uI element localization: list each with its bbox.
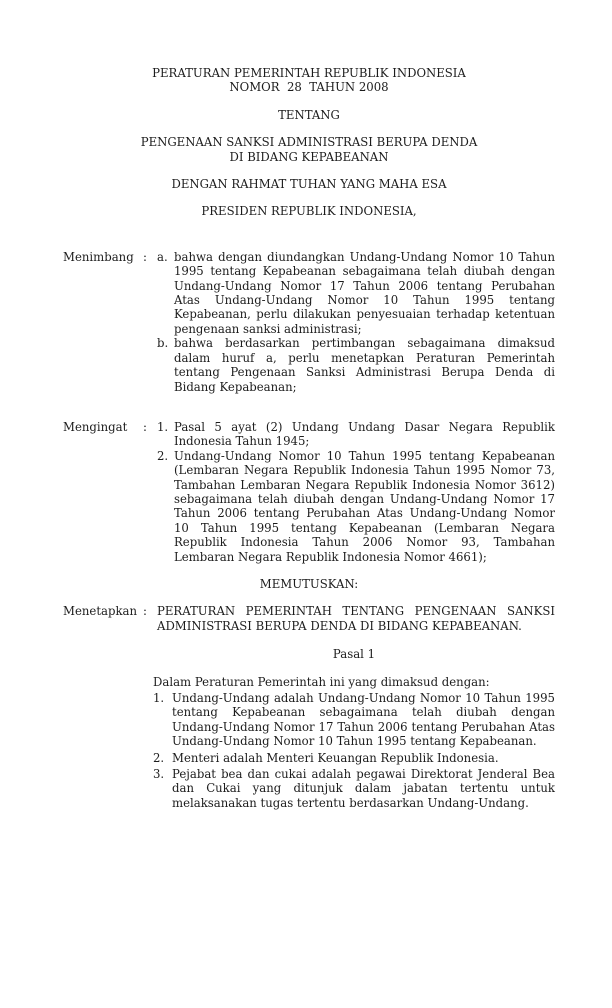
menetapkan-text: PERATURAN PEMERINTAH TENTANG PENGENAAN SANKSI ADMINISTRASI BERUPA DENDA DI BIDANG KEPABEANAN. — [157, 604, 555, 633]
pasal-1-item-1-marker: 1. — [153, 691, 165, 705]
mengingat-colon: : — [143, 419, 147, 434]
menimbang-item-a-marker: a. — [157, 249, 168, 264]
pasal-1-item-3 — [153, 767, 555, 810]
pasal-1-item-1 — [153, 691, 555, 749]
menimbang-item-a — [157, 250, 555, 336]
doc-tentang: TENTANG — [278, 107, 340, 122]
pasal-1-section — [153, 647, 555, 810]
doc-invocation: DENGAN RAHMAT TUHAN YANG MAHA ESA — [171, 177, 447, 192]
mengingat-item-2-marker: 2. — [157, 448, 169, 463]
pasal-1-item-3-text: Pejabat bea dan cukai adalah pegawai Direktorat Jenderal Bea dan Cukai yang ditunjuk dalam jabatan tertentu untuk melaksanakan tugas tertentu berdasarkan Undang-Undang. — [172, 767, 555, 810]
pasal-1-item-2-text: Menteri adalah Menteri Keuangan Republik Indonesia. — [172, 750, 499, 765]
mengingat-item-1-marker: 1. — [157, 419, 169, 434]
pasal-1-heading: Pasal 1 — [332, 647, 376, 662]
menimbang-item-b-marker: b. — [157, 336, 169, 351]
memutuskan-heading: MEMUTUSKAN: — [259, 576, 359, 591]
menimbang-item-a-text: bahwa dengan diundangkan Undang-Undang Nomor 10 Tahun 1995 tentang Kepabeanan sebagaimana telah diubah dengan Undang-Undang Nomor 17 Tahun 2006 tentang Perubahan Atas Undang-Undang Nomor 10 Tahun 1995 tentang Kepabeanan, perlu dilakukan penyesuaian terhadap ketentuan pengenaan sanksi administrasi; — [174, 249, 555, 336]
mengingat-section — [63, 420, 555, 564]
menetapkan-colon: : — [143, 604, 147, 619]
mengingat-item-1-text: Pasal 5 ayat (2) Undang Undang Dasar Negara Republik Indonesia Tahun 1945; — [174, 419, 555, 449]
mengingat-item-2 — [157, 449, 555, 564]
doc-issuer: PRESIDEN REPUBLIK INDONESIA, — [201, 204, 417, 219]
mengingat-label: Mengingat — [63, 419, 128, 434]
menimbang-content — [157, 250, 555, 394]
menimbang-section — [63, 250, 555, 394]
doc-header — [63, 66, 555, 219]
doc-subject-line1: PENGENAAN SANKSI ADMINISTRASI BERUPA DENDA — [140, 135, 478, 150]
menetapkan-label: Menetapkan — [63, 604, 138, 619]
mengingat-item-1 — [157, 420, 555, 449]
mengingat-item-2-text: Undang-Undang Nomor 10 Tahun 1995 tentang Kepabeanan (Lembaran Negara Republik Indonesia Tahun 1995 Nomor 73, Tambahan Lembaran Negara Republik Indonesia Nomor 3612) sebagaimana telah diubah dengan Undang-Undang Nomor 17 Tahun 2006 tentang Perubahan Atas Undang-Undang Nomor 10 Tahun 1995 tentang Kepabeanan (Lembaran Negara Republik Indonesia Tahun 2006 Nomor 93, Tambahan Lembaran Negara Republik Indonesia Nomor 4661); — [174, 448, 555, 564]
pasal-1-item-2 — [153, 751, 555, 765]
mengingat-content — [157, 420, 555, 564]
doc-title-line1: PERATURAN PEMERINTAH REPUBLIK INDONESIA — [152, 66, 466, 80]
pasal-1-item-3-marker: 3. — [153, 767, 165, 782]
menimbang-item-b-text: bahwa berdasarkan pertimbangan sebagaimana dimaksud dalam huruf a, perlu menetapkan Peraturan Pemerintah tentang Pengenaan Sanksi Administrasi Berupa Denda di Bidang Kepabeanan; — [174, 336, 555, 394]
menimbang-label: Menimbang — [63, 249, 134, 264]
menimbang-item-b — [157, 336, 555, 394]
menimbang-colon: : — [143, 249, 147, 264]
menetapkan-section — [63, 604, 555, 633]
pasal-1-list — [153, 691, 555, 810]
doc-subject-line2: DI BIDANG KEPABEANAN — [229, 149, 389, 164]
pasal-1-item-1-text: Undang-Undang adalah Undang-Undang Nomor 10 Tahun 1995 tentang Kepabeanan sebagaimana telah diubah dengan Undang-Undang Nomor 17 Tahun 2006 tentang Perubahan Atas Undang-Undang Nomor 10 Tahun 1995 tentang Kepabeanan. — [172, 691, 555, 749]
pasal-1-item-2-marker: 2. — [153, 750, 165, 765]
pasal-1-intro: Dalam Peraturan Pemerintah ini yang dimaksud dengan: — [153, 674, 490, 689]
doc-title-line2: NOMOR 28 TAHUN 2008 — [229, 80, 389, 95]
